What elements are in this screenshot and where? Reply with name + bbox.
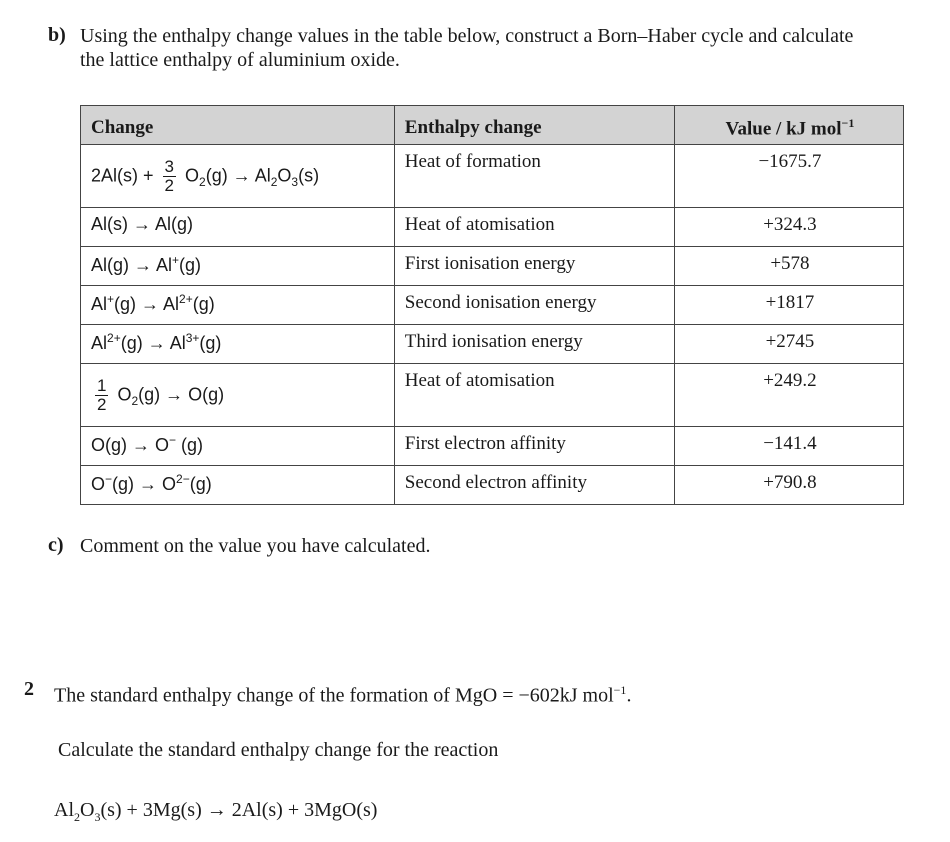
enthalpy-cell: First electron affinity (394, 427, 674, 466)
value-cell: −141.4 (674, 427, 903, 466)
change-cell: Al(s) → Al(g) (81, 208, 395, 247)
value-cell: +249.2 (674, 364, 903, 427)
value-cell: +790.8 (674, 466, 903, 505)
part-c-label: c) (48, 534, 64, 556)
enthalpy-cell: Second ionisation energy (394, 286, 674, 325)
value-cell: +2745 (674, 325, 903, 364)
header-enthalpy-change: Enthalpy change (394, 106, 674, 145)
value-cell: +578 (674, 247, 903, 286)
enthalpy-cell: Heat of atomisation (394, 208, 674, 247)
table-row (81, 325, 904, 364)
question-2-equation: $Al_2O_3(s) + 3Mg(s) \to 2Al(s) + 3MgO(s)$ (54, 799, 378, 824)
part-b-label: b) (48, 24, 66, 46)
change-cell: O(g) → O− (g) (81, 427, 395, 466)
fraction: $\frac{3}{2}$ (164, 156, 174, 195)
change-cell: 2Al(s) + $\frac{3}{2}$ $O_2(g) \to Al_2O_3(s)$ (81, 145, 395, 208)
change-cell: Al(g) → Al+(g) (81, 247, 395, 286)
part-c-question: Comment on the value you have calculated. (80, 535, 431, 557)
change-cell: $Al^+(g) \to Al^{2+}(g)$ (81, 286, 395, 325)
value-cell: +324.3 (674, 208, 903, 247)
enthalpy-cell: First ionisation energy (394, 247, 674, 286)
enthalpy-cell: Third ionisation energy (394, 325, 674, 364)
value-cell: −1675.7 (674, 145, 903, 208)
enthalpy-table (80, 105, 904, 505)
table-row (81, 286, 904, 325)
question-2-instruction: Calculate the standard enthalpy change for the reaction (58, 739, 499, 761)
change-cell: $Al^{2+}(g) \to Al^{3+}(g)$ (81, 325, 395, 364)
change-cell: $\frac{1}{2}$ $O_2(g) \to O(g)$ (81, 364, 395, 427)
table-header-row (81, 106, 904, 145)
table-row (81, 427, 904, 466)
table-row (81, 466, 904, 505)
fraction: $\frac{1}{2}$ (97, 375, 107, 414)
header-change: Change (81, 106, 395, 145)
table-row (81, 364, 904, 427)
table-row (81, 145, 904, 208)
header-value: Value / kJ mol$^{-1}$ (674, 106, 903, 145)
enthalpy-cell: Second electron affinity (394, 466, 674, 505)
table-row (81, 208, 904, 247)
enthalpy-cell: Heat of atomisation (394, 364, 674, 427)
enthalpy-cell: Heat of formation (394, 145, 674, 208)
change-cell: $O^-(g) \to O^{2-}(g)$ (81, 466, 395, 505)
value-cell: +1817 (674, 286, 903, 325)
table-row (81, 247, 904, 286)
question-2-statement: The standard enthalpy change of the formation of MgO = −602kJ mol$^{-1}$. (54, 683, 632, 707)
part-b-question-line2: the lattice enthalpy of aluminium oxide. (80, 49, 400, 71)
part-b-question-line1: Using the enthalpy change values in the table below, construct a Born–Haber cycle and calculate (80, 25, 854, 47)
question-2-number: 2 (24, 678, 34, 700)
